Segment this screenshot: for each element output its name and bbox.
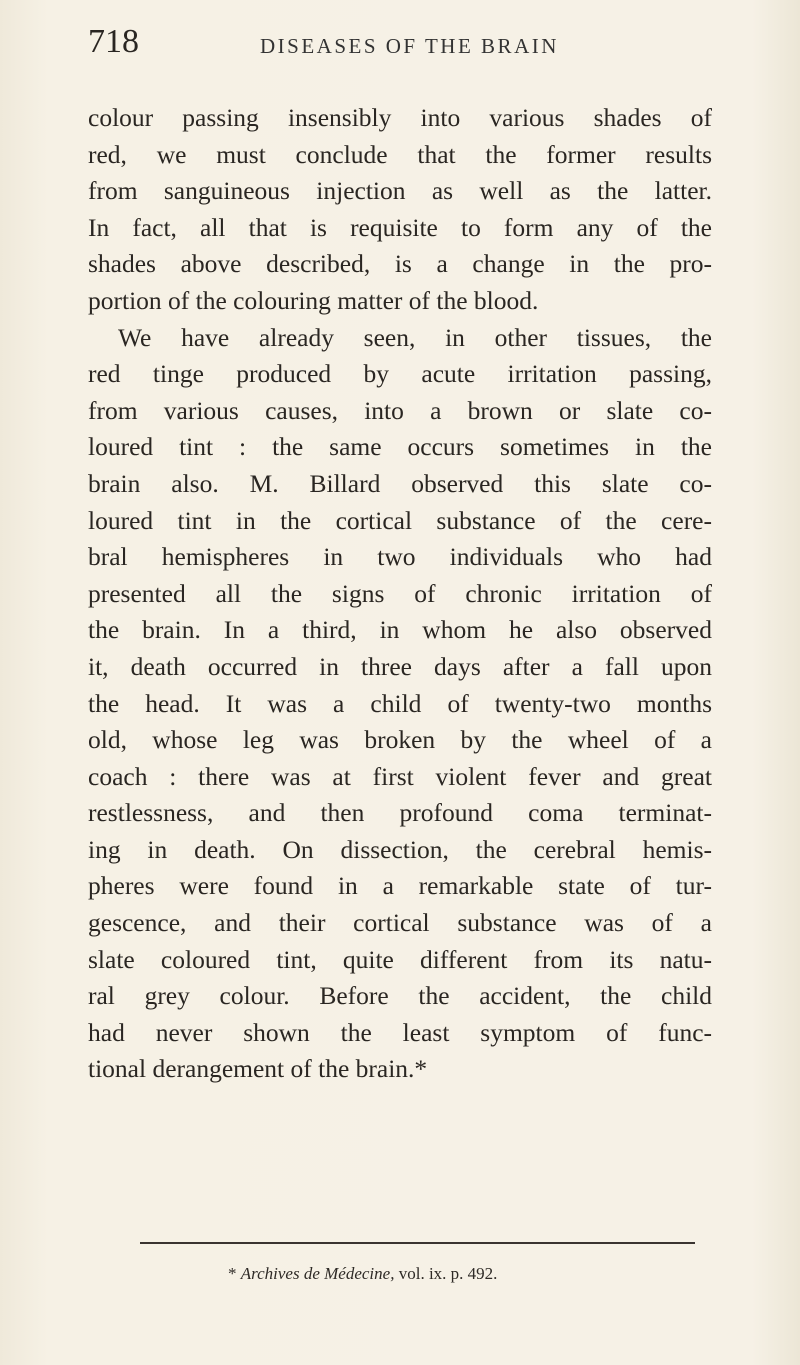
footnote-source: Archives de Médecine,: [240, 1264, 395, 1283]
text-line: the head. It was a child of twenty-two months: [88, 688, 712, 718]
page-number: 718: [88, 23, 139, 60]
text-line: ing in death. On dissection, the cerebral hemis-: [88, 834, 712, 864]
text-line: old, whose leg was broken by the wheel of a: [88, 725, 712, 755]
text-line: portion of the colouring matter of the blood.: [88, 285, 539, 315]
footnote-reference: vol. ix. p. 492.: [398, 1264, 498, 1283]
text-line: loured tint : the same occurs sometimes in the: [88, 432, 712, 462]
text-line: colour passing insensibly into various shades of: [88, 103, 712, 132]
text-line: presented all the signs of chronic irritation of: [88, 578, 712, 608]
text-line: the brain. In a third, in whom he also observed: [88, 615, 712, 645]
text-line: had never shown the least symptom of func-: [88, 1017, 712, 1047]
text-line: red, we must conclude that the former results: [88, 139, 712, 169]
body-text: [88, 100, 712, 1088]
running-head: DISEASES OF THE BRAIN: [260, 34, 559, 58]
text-line: loured tint in the cortical substance of the cere-: [88, 505, 712, 535]
page-header: [88, 20, 720, 64]
text-line: it, death occurred in three days after a fall upon: [88, 651, 712, 681]
text-line: ral grey colour. Before the accident, the child: [88, 981, 712, 1011]
text-line: pheres were found in a remarkable state of tur-: [88, 871, 712, 901]
text-line: tional derangement of the brain.*: [88, 1054, 428, 1084]
text-line: In fact, all that is requisite to form any of the: [88, 212, 712, 242]
text-line: from sanguineous injection as well as the latter.: [88, 176, 712, 206]
text-line: bral hemispheres in two individuals who had: [88, 542, 712, 572]
text-line: slate coloured tint, quite different from its natu-: [88, 944, 712, 974]
footnote-marker: *: [228, 1264, 237, 1283]
text-line: coach : there was at first violent fever and great: [88, 761, 712, 791]
footnote: [228, 1264, 497, 1284]
text-line: gescence, and their cortical substance was of a: [88, 908, 712, 938]
text-line: shades above described, is a change in the pro-: [88, 249, 712, 279]
paragraph-start-line: We have already seen, in other tissues, the: [118, 322, 712, 352]
text-line: red tinge produced by acute irritation passing,: [88, 359, 712, 389]
text-line: from various causes, into a brown or slate co-: [88, 395, 712, 425]
text-line: restlessness, and then profound coma terminat-: [88, 798, 712, 828]
footnote-rule: [140, 1242, 695, 1244]
text-line: brain also. M. Billard observed this slate co-: [88, 468, 712, 498]
